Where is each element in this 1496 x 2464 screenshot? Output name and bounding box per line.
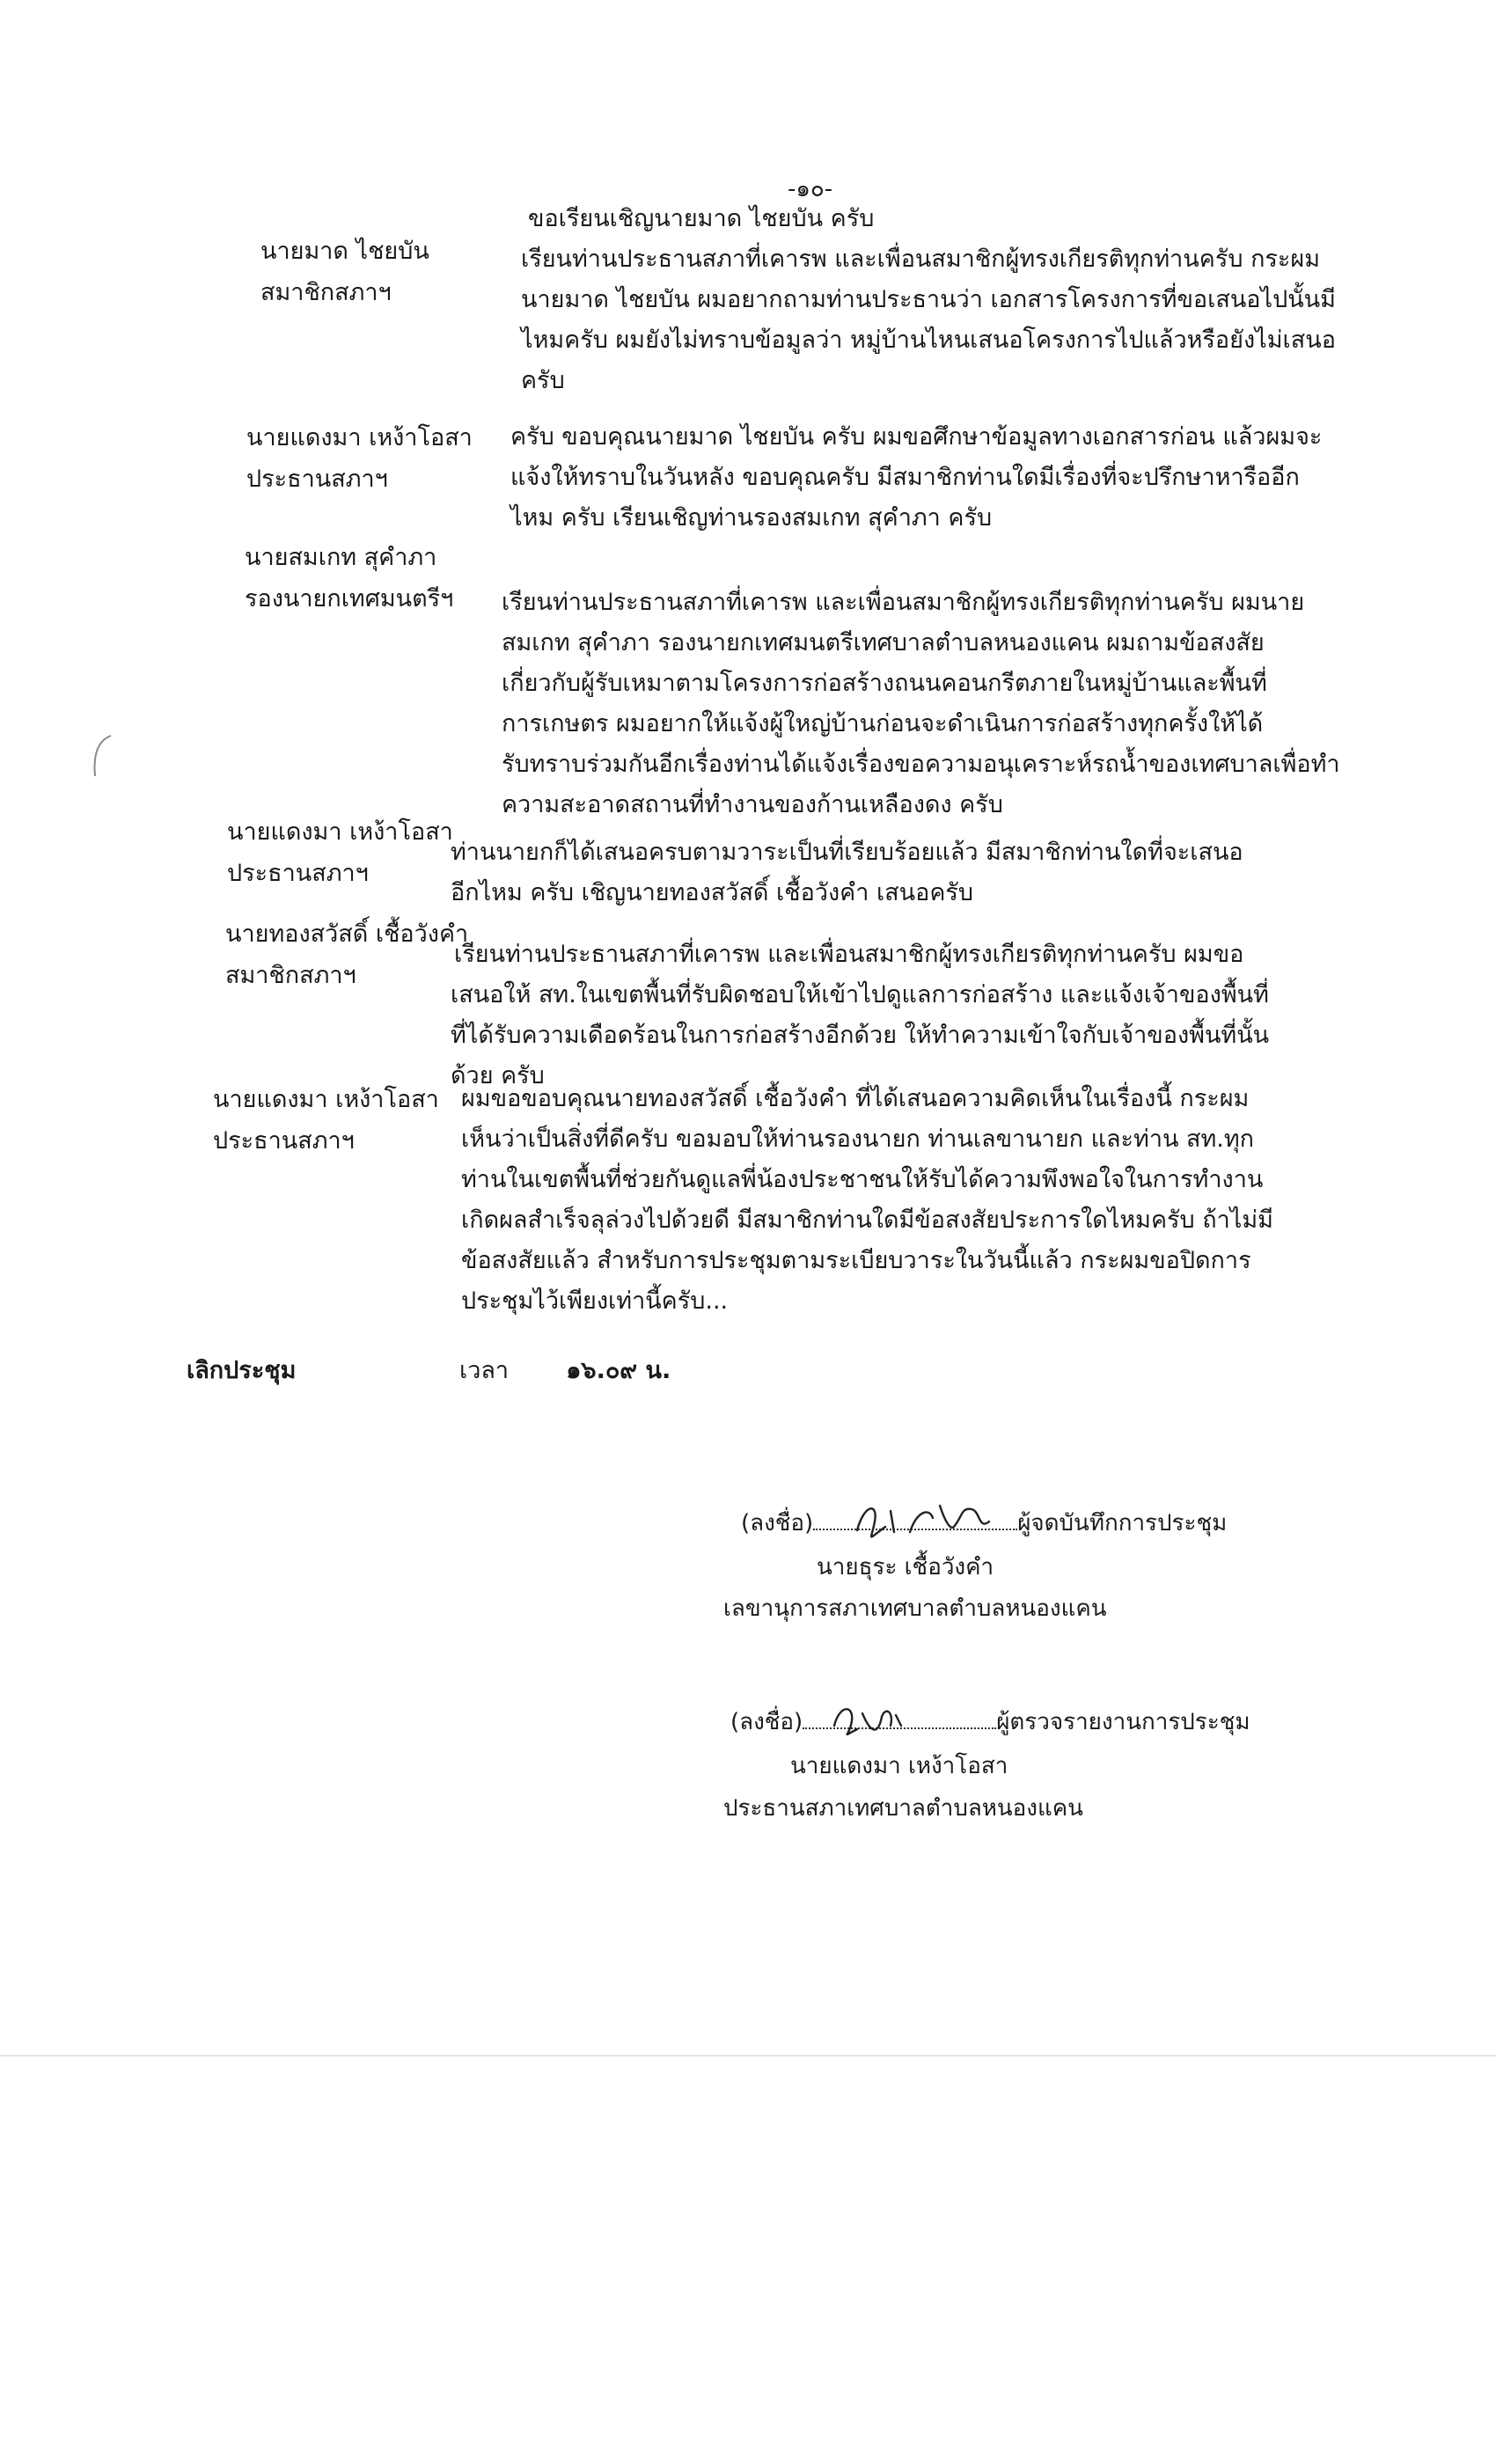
speech-line: ไหม ครับ เรียนเชิญท่านรองสมเกท สุคำภา ครับ bbox=[510, 504, 993, 532]
signatory-position: ประธานสภาเทศบาลตำบลหนองแคน bbox=[723, 1795, 1083, 1822]
speech-line: ท่านนายกก็ได้เสนอครบตามวาระเป็นที่เรียบร้อยแล้ว มีสมาชิกท่านใดที่จะเสนอ bbox=[451, 839, 1243, 866]
speaker-name: นายแดงมา เหง้าโอสา bbox=[227, 818, 453, 846]
speech-block bbox=[451, 832, 1243, 913]
speech-line: ครับ bbox=[521, 367, 565, 394]
signature-role: ผู้จดบันทึกการประชุม bbox=[1017, 1510, 1228, 1536]
speaker-name: นายสมเกท สุคำภา bbox=[245, 544, 437, 571]
time-value: ๑๖.๐๙ น. bbox=[566, 1357, 671, 1384]
speaker-block bbox=[260, 231, 429, 313]
closing-label: เลิกประชุม bbox=[187, 1357, 297, 1384]
signature-field bbox=[803, 1727, 996, 1729]
signatory-position: เลขานุการสภาเทศบาลตำบลหนองแคน bbox=[723, 1595, 1107, 1622]
speech-line: การเกษตร ผมอยากให้แจ้งผู้ใหญ่บ้านก่อนจะดำเนินการก่อสร้างทุกครั้งให้ได้ bbox=[502, 710, 1264, 737]
closing-time bbox=[459, 1351, 671, 1389]
speech-line: ข้อสงสัยแล้ว สำหรับการประชุมตามระเบียบวาระในวันนี้แล้ว กระผมขอปิดการ bbox=[461, 1247, 1251, 1274]
speaker-name: นายทองสวัสดิ์ เชื้อวังคำ bbox=[225, 920, 469, 948]
speaker-role: สมาชิกสภาฯ bbox=[225, 962, 356, 989]
handwritten-signature bbox=[848, 1495, 1024, 1544]
speech-line: ที่ได้รับความเดือดร้อนในการก่อสร้างอีกด้วย ให้ทำความเข้าใจกับเจ้าของพื้นที่นั้น bbox=[451, 1022, 1270, 1049]
signatory-name: นายแดงมา เหง้าโอสา bbox=[790, 1753, 1008, 1779]
speech-line: ไหมครับ ผมยังไม่ทราบข้อมูลว่า หมู่บ้านไหนเสนอโครงการไปแล้วหรือยังไม่เสนอ bbox=[521, 326, 1336, 354]
speaker-block bbox=[245, 537, 453, 620]
speech-block bbox=[510, 417, 1322, 539]
speech-block bbox=[521, 199, 1336, 401]
speech-line: ด้วย ครับ bbox=[451, 1062, 545, 1089]
signature-line bbox=[741, 1505, 1227, 1541]
speaker-block bbox=[227, 811, 453, 894]
speech-line: เกี่ยวกับผู้รับเหมาตามโครงการก่อสร้างถนนคอนกรีตภายในหมู่บ้านและพื้นที่ bbox=[502, 670, 1267, 697]
speaker-role: รองนายกเทศมนตรีฯ bbox=[245, 585, 454, 612]
speech-block bbox=[461, 1079, 1273, 1322]
speech-line: ขอเรียนเชิญนายมาด ไชยบัน ครับ bbox=[528, 205, 875, 232]
speech-line: นายมาด ไชยบัน ผมอยากถามท่านประธานว่า เอกสารโครงการที่ขอเสนอไปนั้นมี bbox=[521, 286, 1336, 313]
speaker-block bbox=[225, 913, 468, 996]
speaker-name: นายมาด ไชยบัน bbox=[260, 238, 429, 265]
speaker-block bbox=[246, 417, 473, 500]
signatory-name: นายธุระ เชื้อวังคำ bbox=[817, 1554, 994, 1580]
handwritten-signature bbox=[827, 1696, 933, 1745]
speech-line: เรียนท่านประธานสภาที่เคารพ และเพื่อนสมาชิกผู้ทรงเกียรติทุกท่านครับ ผมนาย bbox=[502, 589, 1305, 616]
speech-line: อีกไหม ครับ เชิญนายทองสวัสดิ์ เชื้อวังคำ เสนอครับ bbox=[451, 879, 974, 906]
scan-mark bbox=[88, 730, 114, 783]
speaker-name: นายแดงมา เหง้าโอสา bbox=[213, 1086, 439, 1113]
signature-line bbox=[730, 1704, 1250, 1740]
time-label: เวลา bbox=[459, 1357, 510, 1384]
speech-line: แจ้งให้ทราบในวันหลัง ขอบคุณครับ มีสมาชิกท่านใดมีเรื่องที่จะปรึกษาหารืออีก bbox=[510, 464, 1300, 491]
speech-line: ผมขอขอบคุณนายทองสวัสดิ์ เชื้อวังคำ ที่ได้เสนอความคิดเห็นในเรื่องนี้ กระผม bbox=[461, 1085, 1250, 1112]
speech-line: ประชุมไว้เพียงเท่านี้ครับ... bbox=[461, 1287, 729, 1315]
signature-field bbox=[813, 1529, 1017, 1530]
speech-line: เรียนท่านประธานสภาที่เคารพ และเพื่อนสมาชิกผู้ทรงเกียรติทุกท่านครับ ผมขอ bbox=[454, 941, 1244, 968]
speech-block bbox=[451, 935, 1269, 1096]
speaker-role: ประธานสภาฯ bbox=[213, 1127, 355, 1155]
signature-prefix: (ลงชื่อ) bbox=[730, 1709, 803, 1735]
signature-role: ผู้ตรวจรายงานการประชุม bbox=[996, 1709, 1250, 1735]
speech-line: เห็นว่าเป็นสิ่งที่ดีครับ ขอมอบให้ท่านรองนายก ท่านเลขานายก และท่าน สท.ทุก bbox=[461, 1126, 1255, 1153]
speech-line: ครับ ขอบคุณนายมาด ไชยบัน ครับ ผมขอศึกษาข้อมูลทางเอกสารก่อน แล้วผมจะ bbox=[510, 423, 1323, 451]
speaker-role: ประธานสภาฯ bbox=[246, 466, 388, 493]
speech-line: เกิดผลสำเร็จลุล่วงไปด้วยดี มีสมาชิกท่านใดมีข้อสงสัยประการใดไหมครับ ถ้าไม่มี bbox=[461, 1206, 1273, 1234]
speech-line: ความสะอาดสถานที่ทำงานของก้านเหลืองดง ครับ bbox=[502, 791, 1003, 818]
speaker-name: นายแดงมา เหง้าโอสา bbox=[246, 424, 473, 451]
speech-block bbox=[502, 583, 1340, 825]
page-number: -๑๐- bbox=[788, 176, 833, 202]
speech-line: สมเกท สุคำภา รองนายกเทศมนตรีเทศบาลตำบลหนองแคน ผมถามข้อสงสัย bbox=[502, 629, 1265, 656]
speech-line: เสนอให้ สท.ในเขตพื้นที่รับผิดชอบให้เข้าไปดูแลการก่อสร้าง และแจ้งเจ้าของพื้นที่ bbox=[451, 981, 1269, 1008]
speech-line: รับทราบร่วมกันอีกเรื่องท่านได้แจ้งเรื่องขอความอนุเคราะห์รถน้ำของเทศบาลเพื่อทำ bbox=[502, 751, 1340, 778]
signature-prefix: (ลงชื่อ) bbox=[741, 1510, 814, 1536]
page-bottom-edge bbox=[0, 2055, 1496, 2057]
speech-line: เรียนท่านประธานสภาที่เคารพ และเพื่อนสมาชิกผู้ทรงเกียรติทุกท่านครับ กระผม bbox=[521, 246, 1321, 273]
speaker-role: สมาชิกสภาฯ bbox=[260, 279, 392, 306]
speaker-role: ประธานสภาฯ bbox=[227, 860, 369, 887]
speech-line: ท่านในเขตพื้นที่ช่วยกันดูแลพี่น้องประชาชนให้รับได้ความพึงพอใจในการทำงาน bbox=[461, 1166, 1264, 1193]
speaker-block bbox=[213, 1079, 439, 1162]
